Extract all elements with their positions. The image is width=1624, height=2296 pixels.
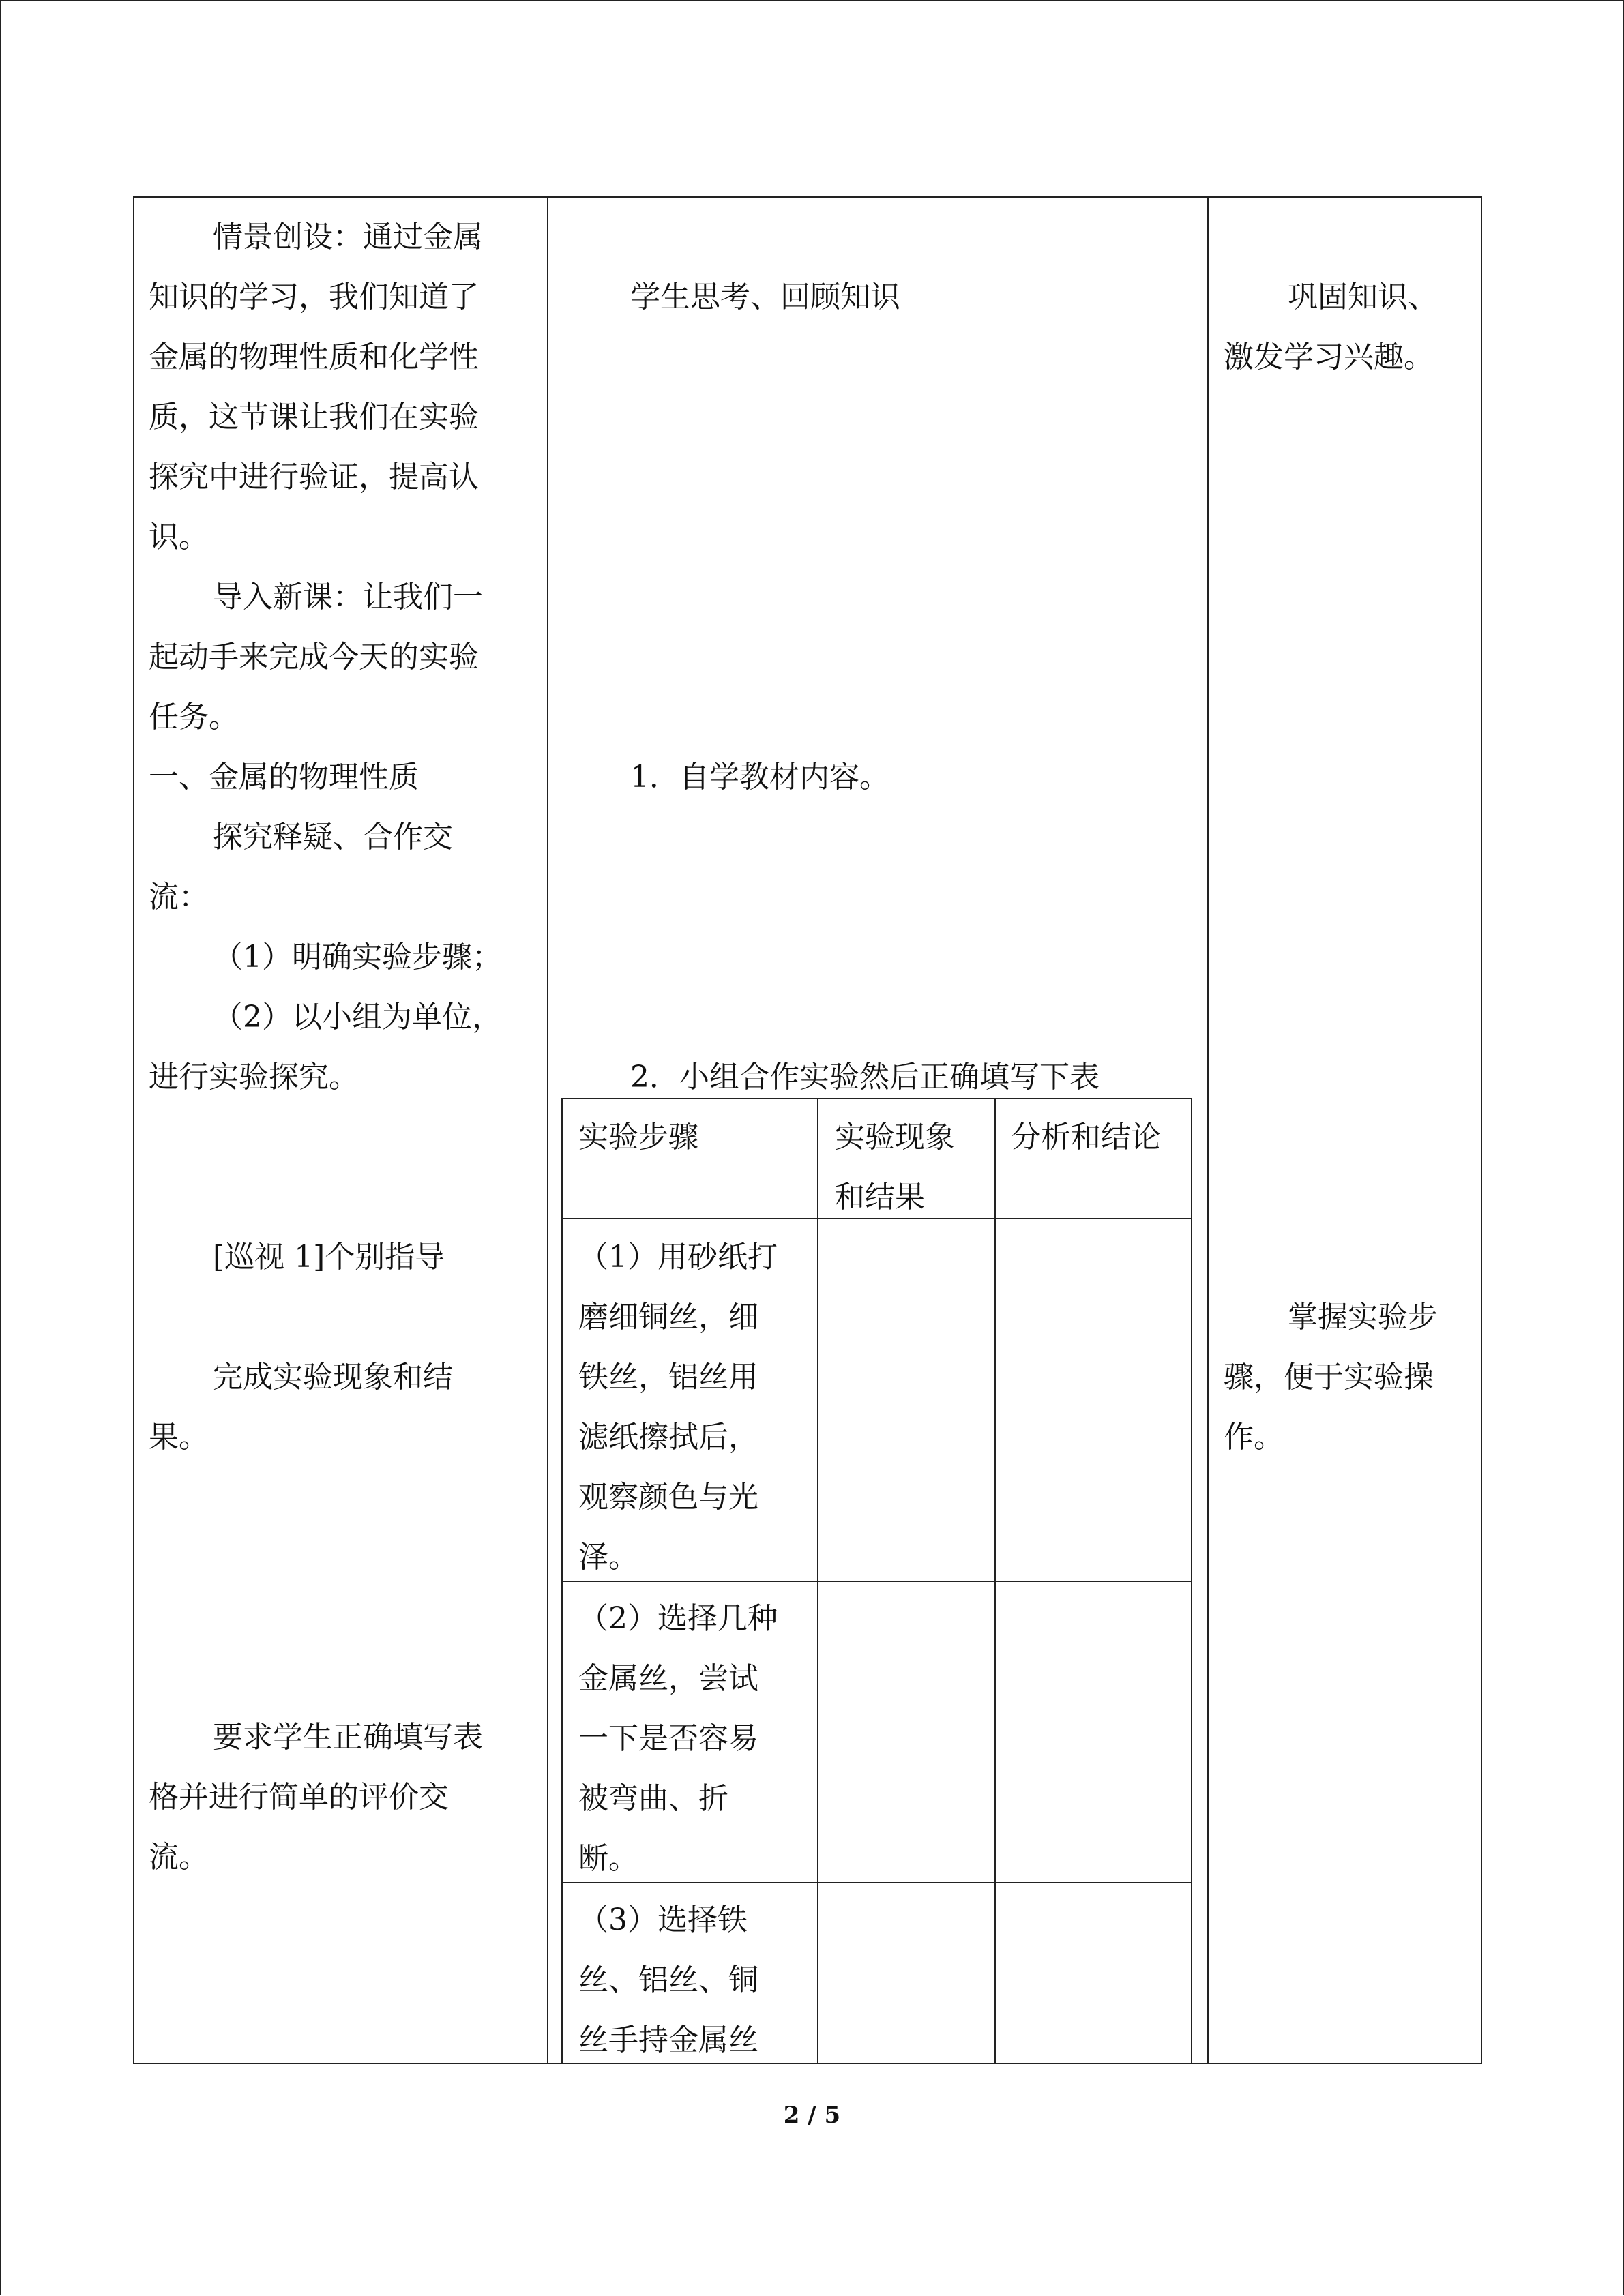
row3-line-1: （3）选择铁: [578, 1903, 748, 1937]
inner-row-divider-2: [561, 1882, 1192, 1883]
header-analysis: 分析和结论: [1011, 1120, 1161, 1154]
intro-line-6: 识。: [149, 520, 209, 554]
table-right-border: [1481, 196, 1482, 2064]
complete-line-1: 完成实验现象和结: [213, 1360, 453, 1395]
intro-line-3: 金属的物理性质和化学性: [149, 340, 479, 374]
header-steps: 实验步骤: [578, 1120, 698, 1154]
row1-line-3: 铁丝，铝丝用: [578, 1360, 758, 1395]
row1-line-2: 磨细铜丝，细: [578, 1300, 758, 1335]
row2-line-5: 断。: [578, 1841, 638, 1876]
group-experiment: 2．小组合作实验然后正确填写下表: [630, 1060, 1099, 1094]
section-heading: 一、金属的物理性质: [149, 760, 419, 794]
newlesson-line-1: 导入新课：让我们一: [213, 580, 483, 614]
inner-right-border: [1191, 1098, 1192, 2064]
master-line-3: 作。: [1224, 1420, 1284, 1455]
intro-line-2: 知识的学习，我们知道了: [149, 280, 479, 314]
row1-line-5: 观察颜色与光: [578, 1480, 758, 1515]
consolidate-line-2: 激发学习兴趣。: [1224, 340, 1434, 374]
explore-line-2: 流：: [149, 880, 209, 914]
row1-line-4: 滤纸擦拭后，: [578, 1420, 758, 1455]
newlesson-line-2: 起动手来完成今天的实验: [149, 640, 479, 674]
row2-line-1: （2）选择几种: [578, 1601, 778, 1636]
table-bottom-border: [133, 2063, 1482, 2064]
explore-line-1: 探究释疑、合作交: [213, 820, 453, 854]
inner-col-divider-2: [994, 1098, 996, 2064]
step-2-line-2: 进行实验探究。: [149, 1060, 359, 1094]
table-left-border: [133, 196, 134, 2064]
header-phenomena-line-1: 实验现象: [835, 1120, 955, 1154]
row3-line-2: 丝、铝丝、铜: [578, 1963, 758, 1997]
patrol-guidance: [巡视 1]个别指导: [213, 1240, 445, 1274]
self-study: 1．自学教材内容。: [630, 760, 889, 794]
newlesson-line-3: 任务。: [149, 700, 239, 734]
step-1: （1）明确实验步骤；: [213, 940, 502, 974]
intro-line-1: 情景创设：通过金属: [213, 220, 483, 254]
header-phenomena-line-2: 和结果: [835, 1180, 925, 1214]
table-top-border: [133, 196, 1482, 198]
col-divider-1: [547, 196, 548, 2064]
row1-line-1: （1）用砂纸打: [578, 1240, 778, 1274]
inner-top-border: [561, 1098, 1192, 1099]
student-think: 学生思考、回顾知识: [630, 280, 900, 314]
col-divider-2: [1207, 196, 1209, 2064]
row1-line-6: 泽。: [578, 1540, 638, 1575]
page-number: 2 / 5: [783, 2102, 841, 2129]
complete-line-2: 果。: [149, 1420, 209, 1455]
row3-line-3: 丝手持金属丝: [578, 2023, 758, 2057]
inner-col-divider-1: [817, 1098, 818, 2064]
master-line-1: 掌握实验步: [1288, 1300, 1438, 1335]
intro-line-4: 质，这节课让我们在实验: [149, 400, 479, 434]
consolidate-line-1: 巩固知识、: [1288, 280, 1438, 314]
require-line-1: 要求学生正确填写表: [213, 1720, 483, 1755]
require-line-3: 流。: [149, 1840, 209, 1875]
master-line-2: 骤，便于实验操: [1224, 1360, 1434, 1395]
intro-line-5: 探究中进行验证，提高认: [149, 460, 479, 494]
step-2-line-1: （2）以小组为单位，: [213, 1000, 502, 1034]
inner-left-border: [561, 1098, 563, 2064]
row2-line-3: 一下是否容易: [578, 1721, 758, 1756]
require-line-2: 格并进行简单的评价交: [149, 1780, 449, 1815]
row2-line-4: 被弯曲、折: [578, 1781, 728, 1816]
row2-line-2: 金属丝，尝试: [578, 1661, 758, 1696]
inner-row-divider-1: [561, 1581, 1192, 1582]
